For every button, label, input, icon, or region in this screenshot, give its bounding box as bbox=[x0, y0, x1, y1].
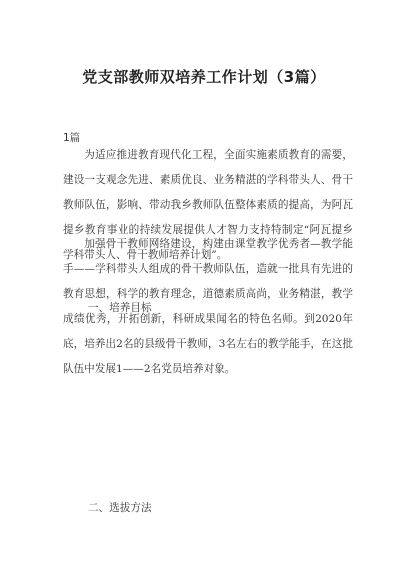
heading-selection-method: 二、选拔方法 bbox=[88, 502, 152, 514]
paragraph-intro: 为适应推进教育现代化工程，全面实施素质教育的需要，建设一支观念先进、素质优良、业务精湛的学科带头人、骨干教师队伍，影响、带动我乡教师队伍整体素质的提高，为阿瓦提乡教育事业的持续发展提供人才智力支持特制定“阿瓦提乡学科带头人、骨干教师培养计划”。 bbox=[63, 149, 353, 261]
section-number: 1篇 bbox=[63, 132, 81, 144]
document-title: 党支部教师双培养工作计划（3篇） bbox=[82, 68, 326, 86]
paragraph-goals: 加强骨干教师网络建设，构建由课堂教学优秀者—教学能手——学科带头人组成的骨干教师队伍，造就一批具有先进的教育思想，科学的教育理念，道德素质高尚，业务精湛，教学成绩优秀，开拓创新，科研成果闻名的特色名师。到2020年底，培养出2名的县级骨干教师，3名左右的教学能手，在这批队伍中发展1——2名党员培养对象。 bbox=[63, 238, 353, 375]
heading-training-goals: 一、培养目标 bbox=[88, 302, 152, 314]
